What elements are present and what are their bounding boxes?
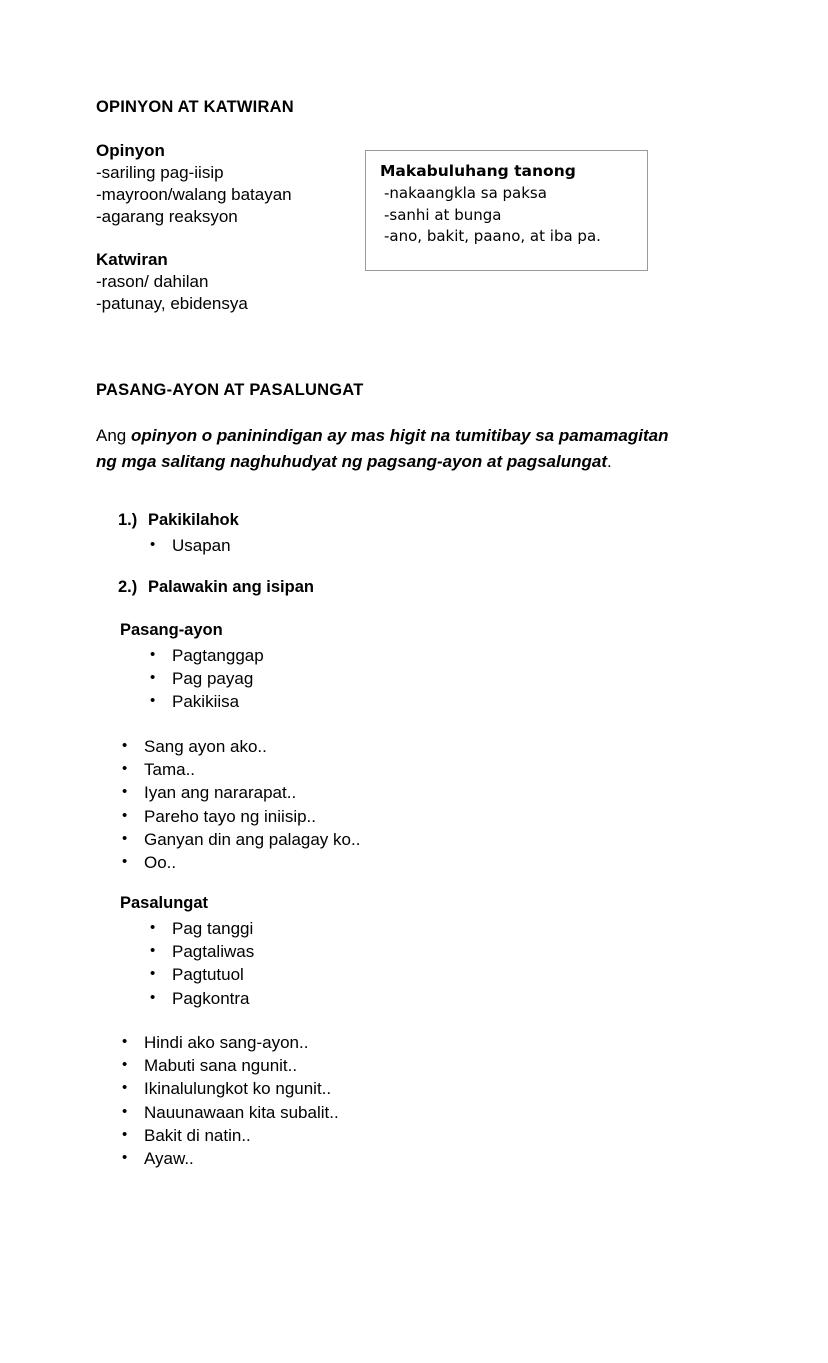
section-heading-pasang-ayon-at-pasalungat: PASANG-AYON AT PASALUNGAT bbox=[96, 381, 364, 399]
pasalungat-example-list bbox=[122, 1031, 339, 1170]
pasalungat-label: Pasalungat bbox=[120, 894, 209, 912]
opinyon-line-1: -sariling pag-iisip bbox=[96, 163, 224, 182]
numbered-item-1 bbox=[118, 511, 239, 530]
list-item: • Pagtaliwas bbox=[150, 940, 254, 963]
list-item: • Mabuti sana ngunit.. bbox=[122, 1054, 339, 1077]
list-item: • Ayaw.. bbox=[122, 1147, 339, 1170]
opinyon-line-2: -mayroon/walang batayan bbox=[96, 185, 292, 204]
katwiran-line-1: -rason/ dahilan bbox=[96, 272, 209, 291]
list-item: • Ganyan din ang palagay ko.. bbox=[122, 828, 360, 851]
numbered-item-1-number: 1.) bbox=[118, 511, 138, 529]
list-item: • Pakikiisa bbox=[150, 690, 264, 713]
numbered-item-2-number: 2.) bbox=[118, 578, 138, 596]
opinyon-label: Opinyon bbox=[96, 141, 165, 160]
list-item: • Pagtanggap bbox=[150, 644, 264, 667]
pasang-ayon-sub-bullet-list bbox=[150, 644, 264, 714]
callout-box-line-2: -sanhi at bunga bbox=[384, 205, 502, 224]
list-item: • Nauunawaan kita subalit.. bbox=[122, 1101, 339, 1124]
list-item: • Hindi ako sang-ayon.. bbox=[122, 1031, 339, 1054]
list-item: • Pagtutuol bbox=[150, 963, 254, 986]
callout-box-title: Makabuluhang tanong bbox=[380, 162, 576, 180]
callout-box-line-3: -ano, bakit, paano, at iba pa. bbox=[384, 227, 601, 245]
list-item: • Pagkontra bbox=[150, 987, 254, 1010]
numbered-item-2-label: Palawakin ang isipan bbox=[148, 578, 314, 596]
list-item: • Ikinalulungkot ko ngunit.. bbox=[122, 1077, 339, 1100]
makabuluhang-tanong-callout-box bbox=[365, 150, 648, 271]
katwiran-block bbox=[96, 249, 356, 315]
list-item: • Bakit di natin.. bbox=[122, 1124, 339, 1147]
list-item: • Pag payag bbox=[150, 667, 264, 690]
numbered-item-1-label: Pakikilahok bbox=[148, 511, 239, 529]
item1-bullet-list bbox=[150, 534, 231, 557]
list-item: • Usapan bbox=[150, 534, 231, 557]
pasang-ayon-example-list bbox=[122, 735, 360, 874]
section-heading-opinyon-at-katwiran: OPINYON AT KATWIRAN bbox=[96, 98, 294, 116]
callout-box-line-1: -nakaangkla sa paksa bbox=[384, 184, 547, 202]
intro-trailing: . bbox=[607, 451, 612, 471]
opinyon-line-3: -agarang reaksyon bbox=[96, 207, 238, 226]
intro-paragraph bbox=[96, 423, 686, 474]
list-item: • Pareho tayo ng iniisip.. bbox=[122, 805, 360, 828]
list-item: • Iyan ang nararapat.. bbox=[122, 781, 360, 804]
katwiran-label: Katwiran bbox=[96, 250, 168, 269]
opinyon-block bbox=[96, 140, 356, 228]
pasalungat-sub-bullet-list bbox=[150, 917, 254, 1010]
numbered-item-2 bbox=[118, 578, 314, 597]
intro-lead: Ang bbox=[96, 426, 131, 445]
intro-emphasis: opinyon o paninindigan ay mas higit na tumitibay sa pamamagitan ng mga salitang naghuhudyat ng pagsang-ayon at pagsalungat bbox=[96, 426, 669, 471]
list-item: • Tama.. bbox=[122, 758, 360, 781]
list-item: • Oo.. bbox=[122, 851, 360, 874]
pasang-ayon-label: Pasang-ayon bbox=[120, 621, 223, 639]
list-item: • Pag tanggi bbox=[150, 917, 254, 940]
katwiran-line-2: -patunay, ebidensya bbox=[96, 294, 248, 313]
list-item: • Sang ayon ako.. bbox=[122, 735, 360, 758]
